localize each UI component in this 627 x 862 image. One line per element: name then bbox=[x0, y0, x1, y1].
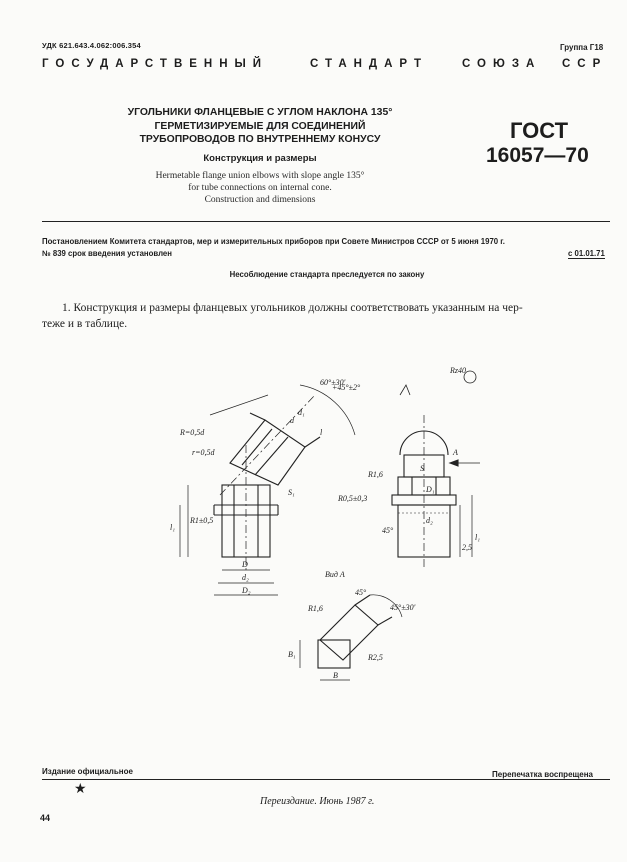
label-r25: R2,5 bbox=[368, 653, 383, 662]
label-d1: d₁ bbox=[298, 408, 305, 417]
label-s: S bbox=[420, 464, 424, 473]
header-divider bbox=[42, 221, 610, 222]
decree-line-1: Постановлением Комитета стандартов, мер и измерительных приборов при Совете Министров СССР от 5 июня 1970 г. bbox=[42, 237, 505, 246]
state-standard-banner bbox=[42, 58, 607, 74]
label-r16-view: R1,6 bbox=[308, 604, 323, 613]
paragraph-1-line-2: теже и в таблице. bbox=[42, 318, 128, 330]
reissue-note: Переиздание. Июнь 1987 г. bbox=[260, 796, 375, 807]
page-number: 44 bbox=[40, 813, 51, 823]
decree-line-2: № 839 срок введения установлен bbox=[42, 249, 172, 258]
title-en-line-2: for tube connections on internal cone. bbox=[188, 183, 332, 193]
elbow-front-view bbox=[392, 371, 480, 567]
reprint-prohibited: Перепечатка воспрещена bbox=[492, 770, 593, 779]
label-b1: B₁ bbox=[288, 650, 296, 659]
elbow-side-view bbox=[180, 385, 355, 595]
label-l1-front: l₁ bbox=[475, 533, 481, 542]
banner-word-2: СТАНДАРТ bbox=[310, 58, 428, 70]
label-45-30: 45°±30' bbox=[390, 603, 416, 612]
banner-word-3: СОЮЗА bbox=[462, 58, 542, 70]
title-en-line-3: Construction and dimensions bbox=[204, 195, 316, 205]
label-45-front: 45° bbox=[382, 526, 394, 535]
label-d2: d₂ bbox=[242, 573, 249, 582]
group-code: Группа Г18 bbox=[560, 43, 604, 52]
label-D2: D₂ bbox=[242, 586, 251, 595]
gost-number: 16057—70 bbox=[486, 144, 589, 167]
label-r1-05: R1±0,5 bbox=[190, 516, 214, 525]
label-d: d bbox=[290, 416, 294, 425]
roughness-label: Rz40 bbox=[450, 366, 466, 375]
title-en-line-1: Hermetable flange union elbows with slope angle 135° bbox=[155, 171, 365, 181]
label-angle-60: 60°±30' bbox=[320, 378, 346, 387]
label-l: l bbox=[320, 428, 323, 437]
official-edition: Издание официальное bbox=[42, 767, 133, 776]
label-angle-45: +45°±2° bbox=[332, 383, 361, 392]
udk-code: УДК 621.643.4.062:006.354 bbox=[42, 41, 141, 50]
star-icon: ★ bbox=[74, 780, 87, 796]
banner-word-4: ССР bbox=[562, 58, 608, 70]
paragraph-1-line-1: 1. Конструкция и размеры фланцевых угольников должны соответствовать указанным на чер- bbox=[62, 302, 523, 314]
technical-drawing bbox=[150, 355, 510, 695]
label-D1: D₁ bbox=[426, 485, 435, 494]
view-a-body bbox=[320, 605, 378, 660]
label-b: B bbox=[333, 671, 338, 680]
footer-divider bbox=[42, 779, 610, 780]
title-line-1: УГОЛЬНИКИ ФЛАНЦЕВЫЕ С УГЛОМ НАКЛОНА 135° bbox=[127, 107, 393, 118]
title-russian bbox=[110, 106, 410, 147]
label-r05-03: R0,5±0,3 bbox=[338, 494, 368, 503]
violation-notice: Несоблюдение стандарта преследуется по закону bbox=[229, 270, 425, 279]
label-r16: R1,6 bbox=[368, 470, 383, 479]
label-a-arrow: A bbox=[453, 448, 458, 457]
label-r05d-small: r=0,5d bbox=[192, 448, 215, 457]
label-r05d: R=0,5d bbox=[180, 428, 205, 437]
paragraph-1 bbox=[42, 300, 612, 332]
label-l1: l₁ bbox=[170, 523, 176, 532]
label-25: 2,5 bbox=[462, 543, 472, 552]
effective-date: с 01.01.71 bbox=[568, 249, 605, 258]
title-english bbox=[110, 170, 410, 206]
title-line-2: ГЕРМЕТИЗИРУЕМЫЕ ДЛЯ СОЕДИНЕНИЙ bbox=[154, 120, 366, 132]
subtitle-russian: Конструкция и размеры bbox=[203, 153, 317, 164]
label-D: D bbox=[242, 560, 248, 569]
gost-label: ГОСТ bbox=[510, 118, 569, 143]
label-s1: S₁ bbox=[288, 488, 295, 497]
label-d2-front: d₂ bbox=[426, 516, 433, 525]
elbow-angled-body bbox=[230, 420, 305, 485]
view-a-label: Вид A bbox=[325, 570, 345, 579]
label-45-view: 45° bbox=[355, 588, 367, 597]
banner-word-1: ГОСУДАРСТВЕННЫЙ bbox=[42, 58, 269, 70]
title-line-3: ТРУБОПРОВОДОВ ПО ВНУТРЕННЕМУ КОНУСУ bbox=[139, 134, 381, 145]
